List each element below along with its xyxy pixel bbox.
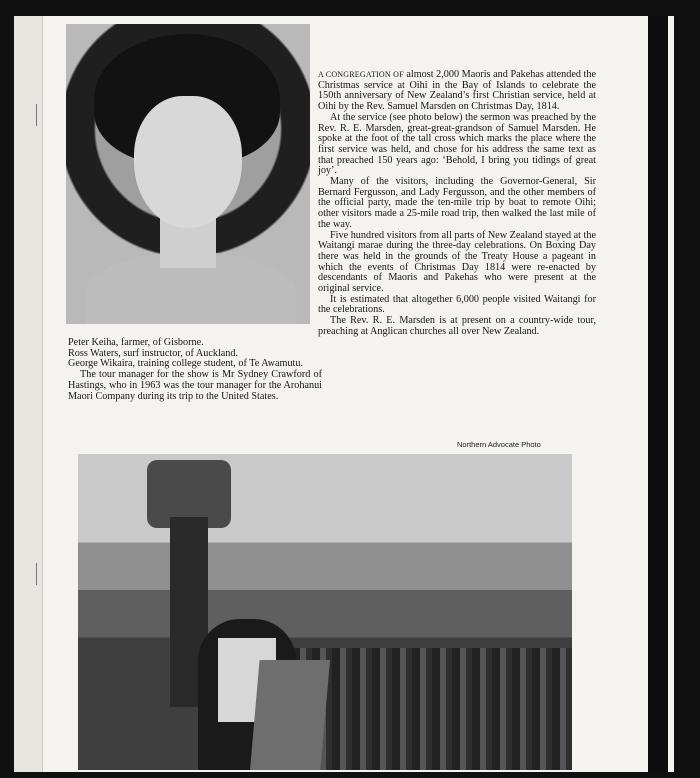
caption-line: Ross Waters, surf instructor, of Auckland. bbox=[68, 347, 239, 359]
ceremony-photo bbox=[78, 454, 572, 770]
portrait-photo bbox=[66, 24, 310, 324]
margin-mark bbox=[36, 104, 37, 126]
margin-mark bbox=[36, 563, 37, 585]
lead-caps: A CONGREGATION OF bbox=[318, 70, 404, 79]
lead-text: almost 2,000 Maoris and Pakehas attended the Christmas service at Oihi in the Bay of Islands to celebrate the 150th anniversary of New Zealand’s first Christian service, held at Oihi by the Rev. Samuel Marsden on Christmas Day, 1814. bbox=[318, 69, 596, 113]
article-paragraph-5: It is estimated that altogether 6,000 people visited Waitangi for the celebrations. bbox=[318, 293, 596, 316]
right-page-edge bbox=[648, 16, 668, 772]
left-caption bbox=[68, 338, 322, 402]
article-paragraph-4: Five hundred visitors from all parts of New Zealand stayed at the Waitangi marae during the three-day celebrations. On Boxing Day there was held in the grounds of the Treaty House a pageant in which the events of Christmas Day 1814 were re-enacted by descendants of Maoris and Pakehas who were present at the original service. bbox=[318, 229, 596, 295]
caption-line: Peter Keiha, farmer, of Gisborne. bbox=[68, 337, 204, 348]
article-text bbox=[318, 70, 596, 338]
lectern-icon bbox=[250, 660, 330, 770]
tour-manager-paragraph: The tour manager for the show is Mr Sydney Crawford of Hastings, who in 1963 was the tour manager for the Arohanui Maori Company during its trip to the United States. bbox=[68, 369, 322, 402]
magazine-page bbox=[14, 16, 674, 772]
portrait-face bbox=[134, 96, 242, 228]
article-paragraph-2: At the service (see photo below) the sermon was preached by the Rev. R. E. Marsden, great-great-grandson of Samuel Marsden. He spoke at the foot of the tall cross which marks the place where the first service was held, and chose for his address the same text as that preached 150 years ago: ‘Behold, I bring you tidings of great joy’. bbox=[318, 111, 596, 177]
caption-line: George Wikaira, training college student, of Te Awamutu. bbox=[68, 358, 304, 370]
page-binding bbox=[14, 16, 43, 772]
article-paragraph-6: The Rev. R. E. Marsden is at present on a country-wide tour, preaching at Anglican churches all over New Zealand. bbox=[318, 315, 596, 337]
photo-credit: Northern Advocate Photo bbox=[457, 440, 541, 449]
article-paragraph-3: Many of the visitors, including the Governor-General, Sir Bernard Fergusson, and Lady Fergusson, and the other members of the official party, made the ten-mile trip by boat to remote Oihi; other visitors made a 25-mile road trip, then walked the last mile of the way. bbox=[318, 176, 596, 230]
article-paragraph-1 bbox=[318, 70, 596, 113]
